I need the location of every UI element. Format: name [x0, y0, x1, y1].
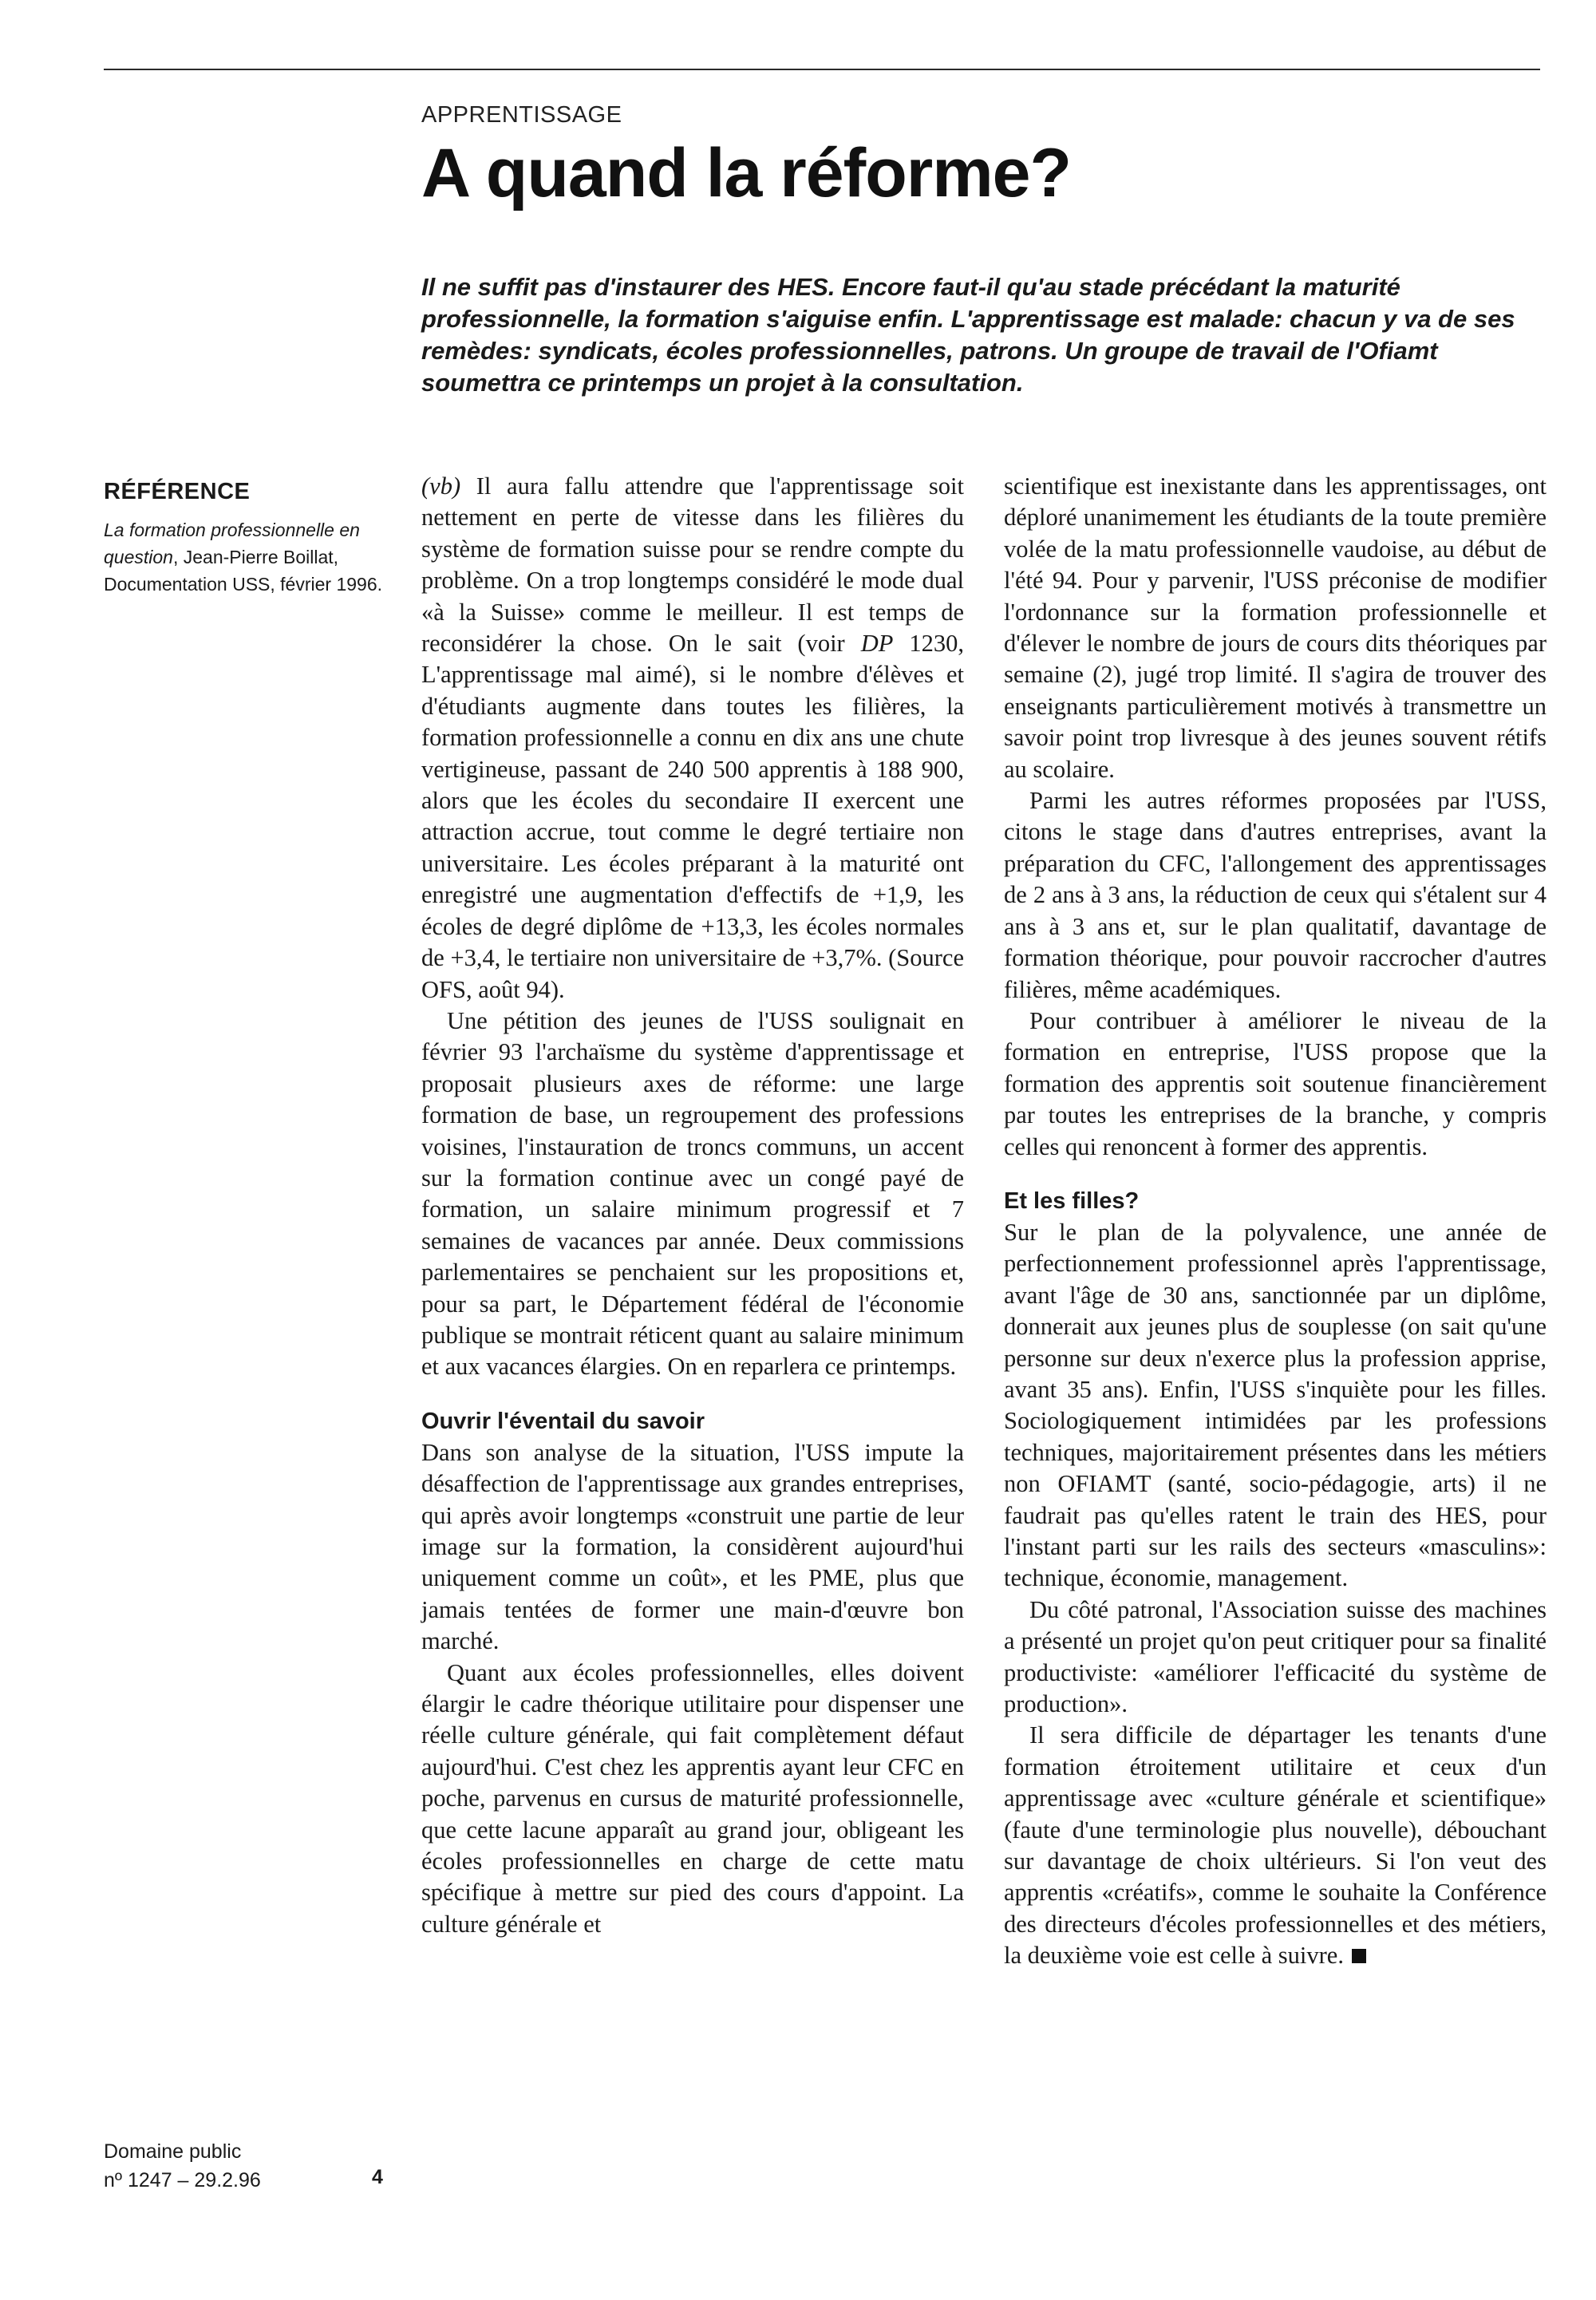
body-paragraph: Quant aux écoles professionnelles, elles doivent élargir le cadre théorique utilitaire pour dispenser une réelle culture générale, qui fait complètement défaut aujourd'hui. C'est chez les apprentis ayant leur CFC en poche, parvenus en cursus de maturité professionnelle, que cette lacune apparaît au grand jour, obligeant les écoles professionnelles en charge de cette matu spécifique à mettre sur pied des cours d'appoint. La culture générale et [421, 1658, 964, 1938]
publication-footer [104, 2137, 261, 2195]
publication-issue: nº 1247 – 29.2.96 [104, 2169, 261, 2191]
page-number: 4 [372, 2166, 383, 2188]
body-paragraph: Du côté patronal, l'Association suisse des machines a présenté un projet qu'on peut critiquer pour sa finalité productiviste: «améliorer l'efficacité du système de production». [1004, 1595, 1547, 1718]
body-text: Il aura fallu attendre que l'apprentissage soit nettement en perte de vitesse dans les filières du système de formation suisse pour se rendre compte du problème. On a trop longtemps considéré le mode dual «à la Suisse» comme le meilleur. Il est temps de reconsidérer la chose. On le sait (voir [421, 472, 964, 658]
body-paragraph: Dans son analyse de la situation, l'USS impute la désaffection de l'apprentissage aux grandes entreprises, qui après avoir longtemps «construit une partie de leur image sur la formation, la considèrent aujourd'hui uniquement comme un coût», et les PME, plus que jamais tentées de former une main-d'œuvre bon marché. [421, 1438, 964, 1655]
section-kicker: APPRENTISSAGE [421, 102, 622, 128]
dp-abbrev: DP [860, 630, 894, 658]
subheading: Et les filles? [1004, 1188, 1140, 1214]
subheading: Ouvrir l'éventail du savoir [421, 1408, 705, 1434]
body-paragraph [1004, 1720, 1547, 1971]
body-paragraph [421, 471, 964, 1006]
body-text: Il sera difficile de départager les tenants d'une formation étroitement utilitaire et ceux d'un apprentissage avec «culture générale et scientifique» (faute d'une terminologie plus nouvelle), débouchant sur davantage de choix ultérieurs. Si l'on veut des apprentis «créatifs», comme le souhaite la Conférence des directeurs d'écoles professionnelles et des métiers, la deuxième voie est celle à suivre. [1004, 1721, 1547, 1970]
body-paragraph: Une pétition des jeunes de l'USS soulignait en février 93 l'archaïsme du système d'apprentissage et proposait plusieurs axes de réforme: une large formation de base, un regroupement des professions voisines, l'instauration de troncs communs, un accent sur la formation continue avec un congé payé de formation, un salaire minimum progressif et 7 semaines de vacances par année. Deux commissions parlementaires se penchaient sur les propositions et, pour sa part, le Département fédéral de l'économie publique se montrait réticent quant au salaire minimum et aux vacances élargies. On en reparlera ce printemps. [421, 1006, 964, 1381]
author-initials: (vb) [421, 472, 461, 500]
article-column-1 [421, 471, 964, 1940]
top-rule [104, 69, 1540, 70]
article-column-2 [1004, 471, 1547, 1972]
reference-title: La formation professionnelle en question [104, 520, 360, 567]
article-lead: Il ne suffit pas d'instaurer des HES. Encore faut-il qu'au stade précédant la maturité professionnelle, la formation s'aiguise enfin. L'apprentissage est malade: chacun y va de ses remèdes: syndicats, écoles professionnelles, patrons. Un groupe de travail de l'Ofiamt soumettra ce printemps un projet à la consultation. [421, 273, 1515, 397]
article-title: A quand la réforme? [421, 135, 1072, 211]
end-of-article-icon [1352, 1949, 1366, 1963]
body-paragraph: Sur le plan de la polyvalence, une année de perfectionnement professionnel après l'apprentissage, avant l'âge de 30 ans, sanctionnée par un diplôme, donnerait aux jeunes plus de souplesse (on sait qu'une personne sur deux n'exerce plus la profession apprise, avant 35 ans). Enfin, l'USS s'inquiète pour les filles. Sociologiquement intimidées par les professions techniques, majoritairement présentes dans les métiers non OFIAMT (santé, socio-pédagogie, arts) il ne faudrait pas qu'elles ratent le train des HES, pour l'instant parti sur les rails des secteurs «masculins»: technique, économie, management. [1004, 1218, 1547, 1592]
reference-text [104, 516, 391, 598]
reference-heading: RÉFÉRENCE [104, 479, 251, 504]
reference-details: , Jean-Pierre Boillat, Documentation USS, février 1996. [104, 547, 383, 595]
body-paragraph: scientifique est inexistante dans les apprentissages, ont déploré unanimement les étudiants de la toute première volée de la matu professionnelle vaudoise, au début de l'été 94. Pour y parvenir, l'USS préconise de modifier l'ordonnance sur la formation professionnelle et d'élever le nombre de jours de cours dits théoriques par semaine (2), jugé trop limité. Il s'agira de trouver des enseignants particulièrement motivés à transmettre un savoir point trop livresque à des jeunes souvent rétifs au scolaire. [1004, 472, 1547, 783]
reference-sidebar [104, 479, 391, 598]
body-text: 1230, L'apprentissage mal aimé), si le nombre d'élèves et d'étudiants augmente dans toutes les filières, la formation professionnelle a connu en dix ans une chute vertigineuse, passant de 240 500 apprentis à 188 900, alors que les écoles du secondaire II exercent une attraction accrue, tout comme le degré tertiaire non universitaire. Les écoles préparant à la maturité ont enregistré une augmentation d'effectifs de +1,9, les écoles de degré diplôme de +13,3, les écoles normales de +3,4, le tertiaire non universitaire de +3,7%. (Source OFS, août 94). [421, 630, 964, 1003]
publication-name: Domaine public [104, 2140, 242, 2163]
body-paragraph: Pour contribuer à améliorer le niveau de la formation en entreprise, l'USS propose que la formation des apprentis soit soutenue financièrement par toutes les entreprises de la branche, y compris celles qui renoncent à former des apprentis. [1004, 1006, 1547, 1160]
body-paragraph: Parmi les autres réformes proposées par l'USS, citons le stage dans d'autres entreprises, avant la préparation du CFC, l'allongement des apprentissages de 2 ans à 3 ans, la réduction de ceux qui s'étalent sur 4 ans à 3 ans et, sur le plan qualitatif, davantage de formation théorique, pour pouvoir raccrocher d'autres filières, même académiques. [1004, 787, 1547, 1003]
